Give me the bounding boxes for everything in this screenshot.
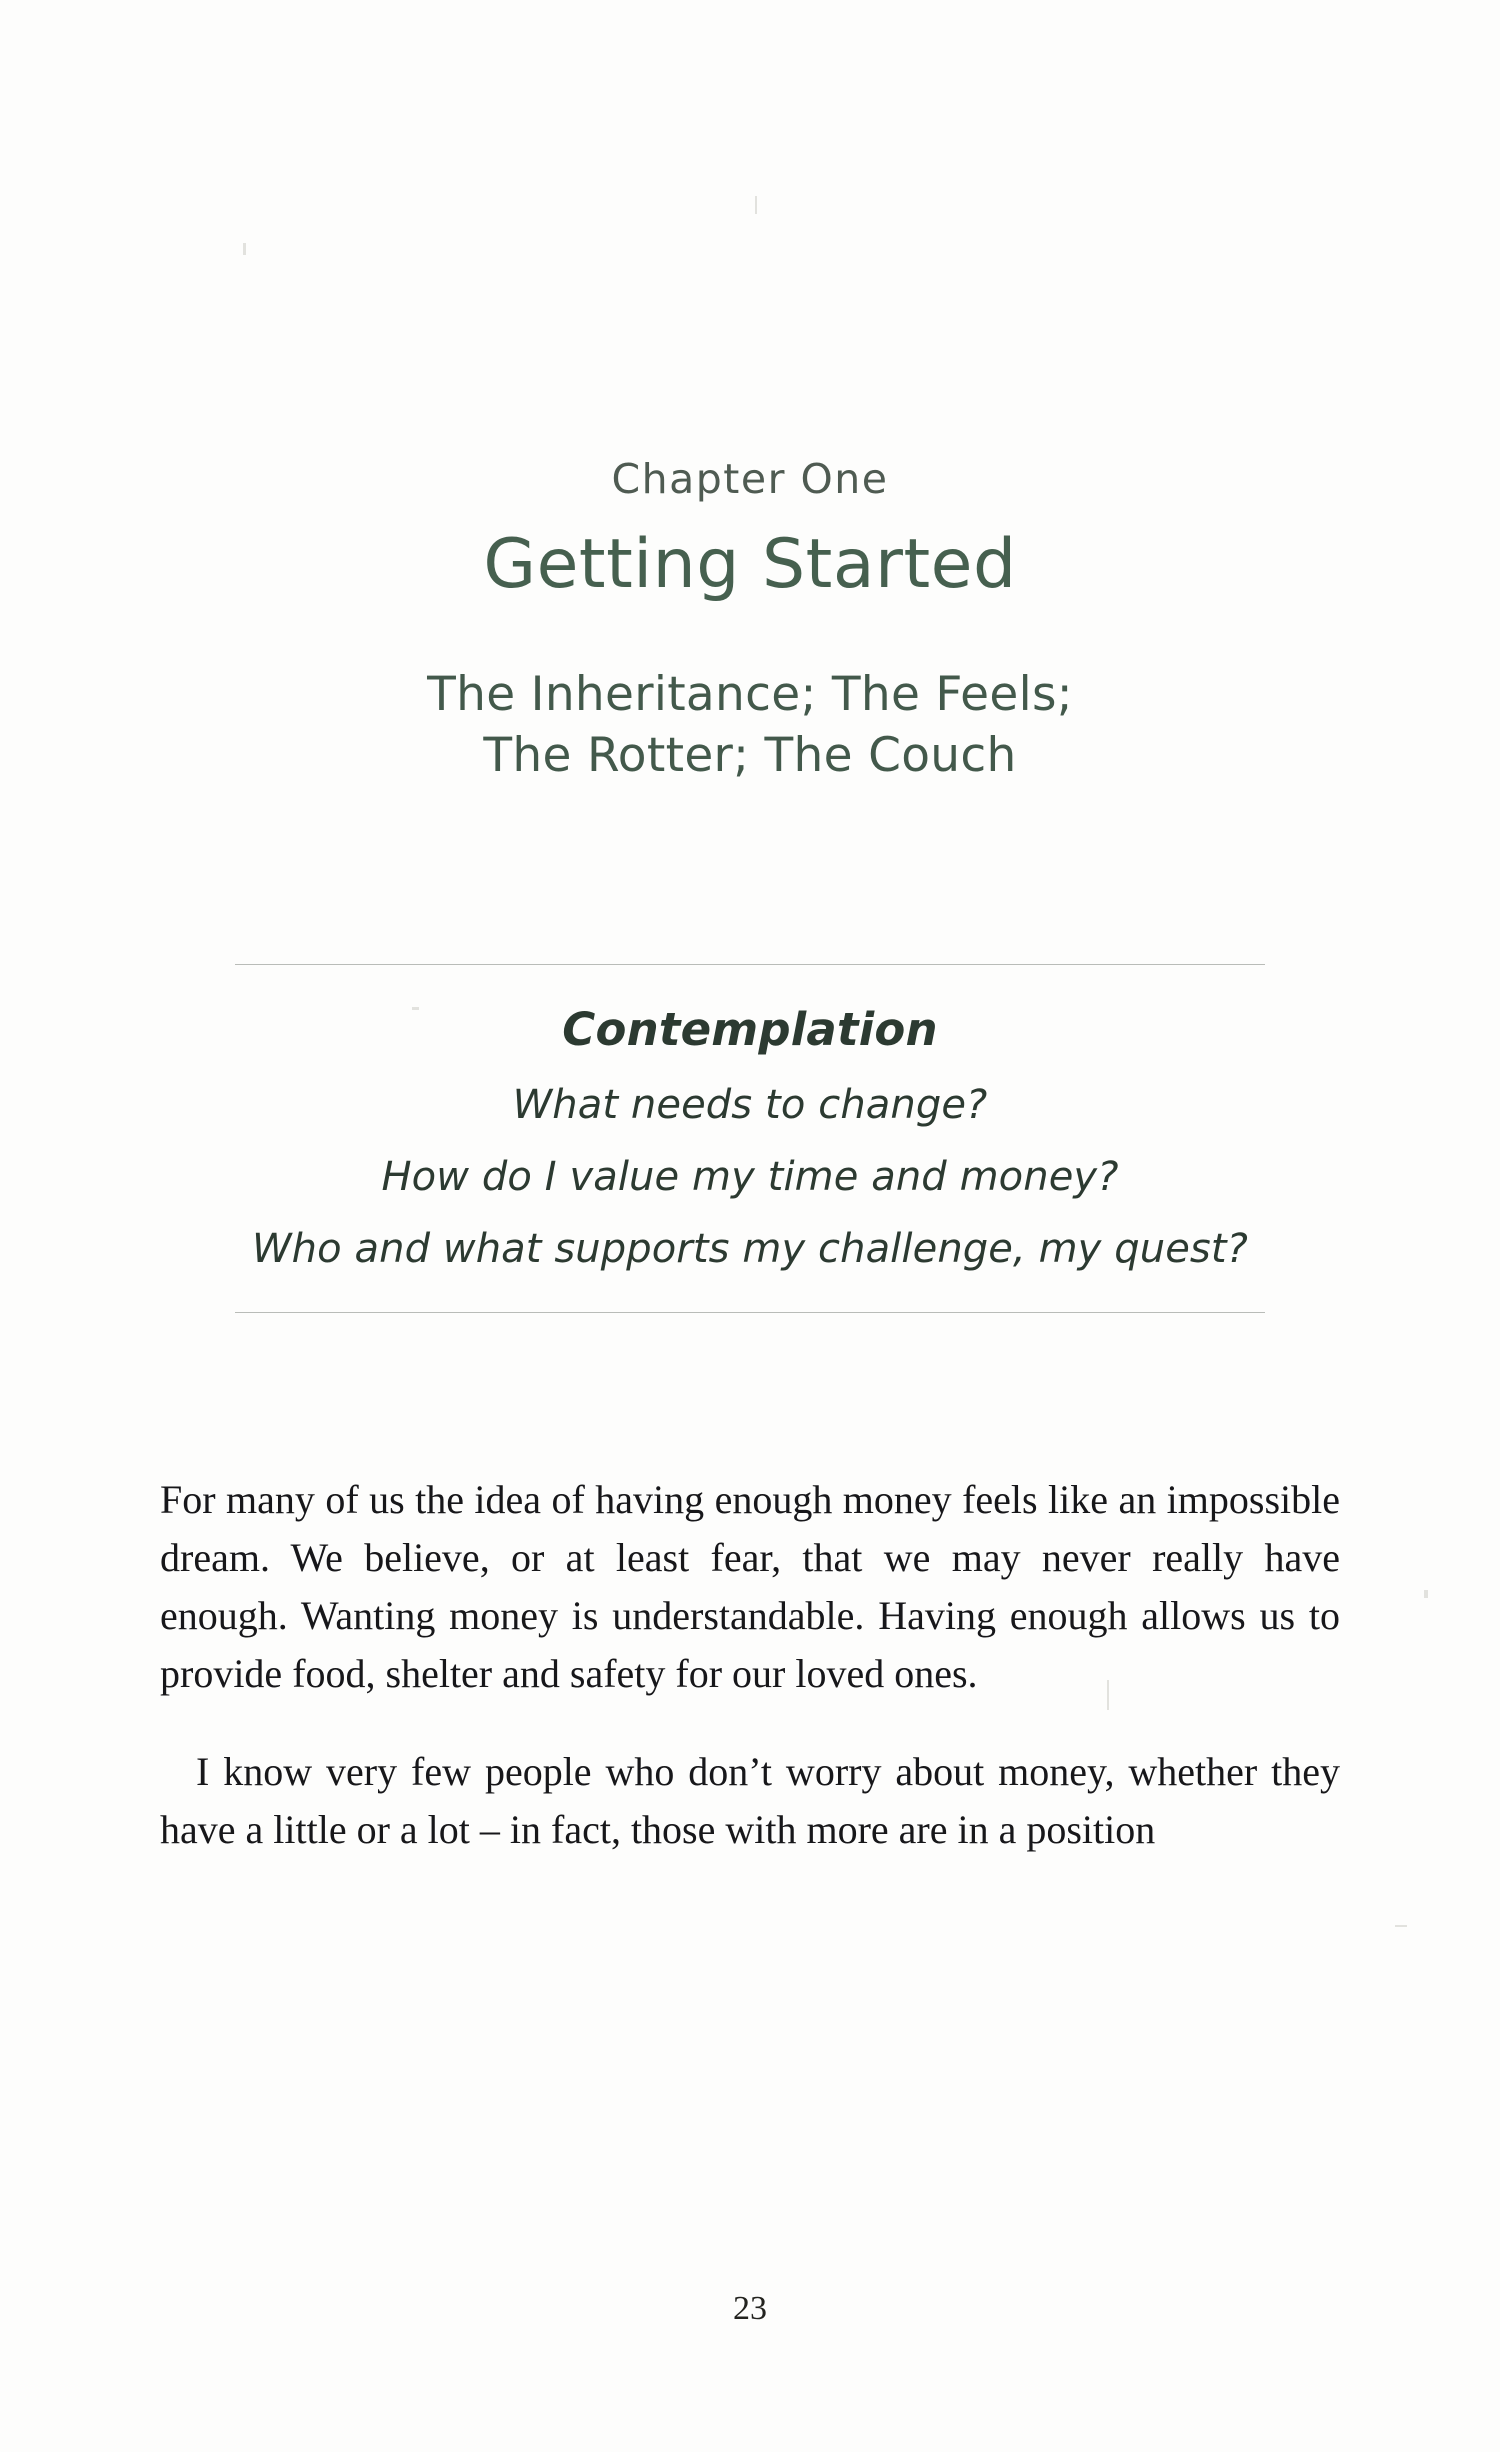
chapter-subtitle: [0, 664, 1500, 786]
scan-speck: [1395, 1925, 1407, 1927]
chapter-subtitle-line-2: The Rotter; The Couch: [483, 728, 1017, 784]
chapter-subtitle-line-1: The Inheritance; The Feels;: [427, 667, 1073, 722]
contemplation-block: [0, 965, 1500, 1272]
scan-speck: [1107, 1680, 1109, 1710]
scan-speck: [243, 243, 246, 255]
chapter-label: Chapter One: [611, 455, 889, 503]
paragraph: I know very few people who don’t worry about money, whether they have a little or a lot – in fact, those with more are in a position: [160, 1749, 1340, 1853]
scan-speck: [412, 1007, 419, 1010]
contemplation-question-2: How do I value my time and money?: [381, 1154, 1119, 1201]
contemplation-heading: Contemplation: [562, 1003, 938, 1057]
body-copy: [160, 1313, 1340, 1859]
paragraph: For many of us the idea of having enough money feels like an impossible dream. We believe, or at least fear, that we may never really have enough. Wanting money is understandable. Having enough allows us to provide food, shelter and safety for our loved ones.: [160, 1477, 1340, 1697]
scan-speck: [755, 196, 757, 214]
scan-speck: [1424, 1590, 1428, 1598]
page-title: Getting Started: [483, 525, 1017, 604]
page-number: 23: [733, 2290, 767, 2327]
contemplation-question-1: What needs to change?: [512, 1082, 988, 1129]
contemplation-question-3: Who and what supports my challenge, my quest?: [252, 1226, 1248, 1273]
